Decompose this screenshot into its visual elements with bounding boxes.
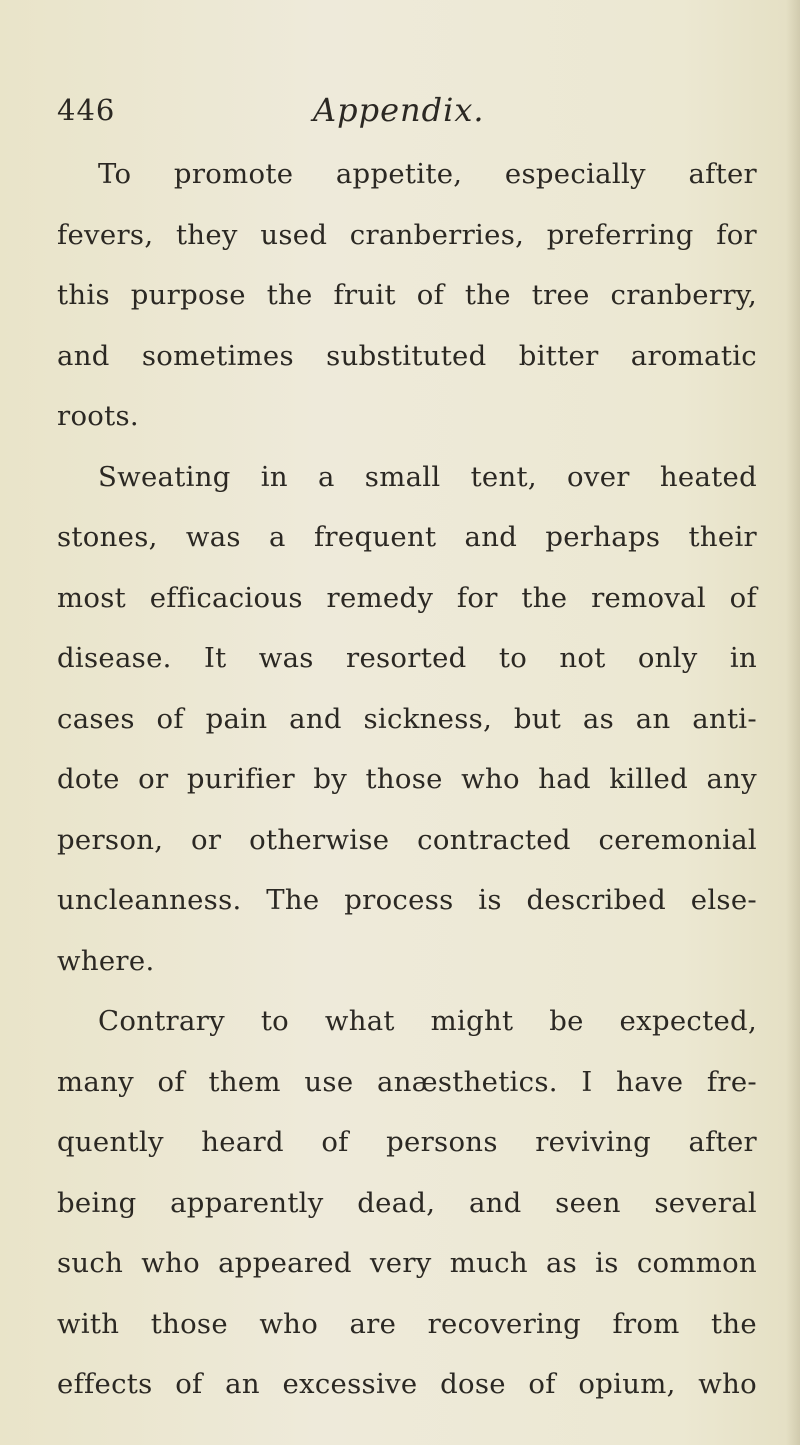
text-line: dote or purifier by those who had killed any [57,763,757,795]
text-line: cases of pain and sickness, but as an anti- [57,702,757,735]
text-line: such who appeared very much as is common [57,1247,757,1279]
text-line: Sweating in a small tent, over heated [98,460,757,493]
text-line: fevers, they used cranberries, preferring for [57,218,757,251]
text-line: effects of an excessive dose of opium, who [57,1368,757,1400]
text-line: being apparently dead, and seen several [57,1186,757,1219]
text-line: To promote appetite, especially after [98,158,757,190]
text-line: and sometimes substituted bitter aromatic [57,339,757,372]
text-line: most efficacious remedy for the removal of [57,581,757,614]
text-line: where. [57,944,155,977]
page-number: 446 [57,93,116,127]
text-line: quently heard of persons reviving after [57,1126,757,1158]
text-line: roots. [57,400,139,432]
text-line: uncleanness. The process is described else- [57,884,757,916]
body-text [57,144,757,1415]
text-line: disease. It was resorted to not only in [57,642,757,674]
text-line: many of them use anæsthetics. I have fre- [57,1065,757,1098]
text-line: person, or otherwise contracted ceremonial [57,823,757,856]
text-line: this purpose the fruit of the tree cranberry, [57,279,757,311]
text-line: with those who are recovering from the [57,1307,757,1340]
text-line: Contrary to what might be expected, [98,1005,757,1037]
page-header [57,93,757,133]
text-line: stones, was a frequent and perhaps their [57,521,757,553]
page-edge-shadow [786,0,800,1445]
running-title: Appendix. [313,91,485,129]
